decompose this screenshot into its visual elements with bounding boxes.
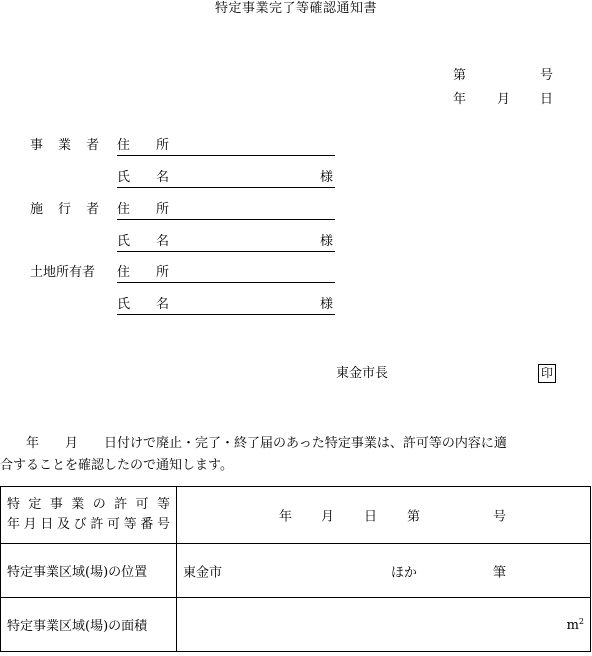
area-unit <box>567 616 584 632</box>
area-unit-sup: 2 <box>578 616 584 626</box>
area-value <box>177 598 591 652</box>
label-line-1: 特定事業の許可等 <box>7 497 170 512</box>
address-underline <box>117 155 335 156</box>
label-line-2: 年月日及び許可等番号 <box>7 517 170 532</box>
date-day: 日 <box>540 92 554 107</box>
table-row <box>1 487 591 544</box>
address-underline <box>117 219 335 220</box>
honorific: 様 <box>320 234 334 249</box>
table-row <box>1 598 591 652</box>
honorific: 様 <box>320 170 334 185</box>
area-label: 特定事業区域(場)の面積 <box>1 598 177 652</box>
permit-date-number-value <box>177 487 591 544</box>
row1-year: 年 <box>279 509 293 525</box>
notice-line-1: 年 月 日付けで廃止・完了・終了届のあった特定事業は、許可等の内容に適 <box>0 436 507 451</box>
permit-info-table <box>0 486 591 652</box>
permit-date-number-label <box>1 487 177 544</box>
ref-dai: 第 <box>453 68 467 83</box>
honorific: 様 <box>320 297 334 312</box>
party-role-jigyosha: 事 業 者 <box>30 138 101 153</box>
row1-go: 号 <box>493 509 507 525</box>
table-row <box>1 544 591 598</box>
name-underline <box>117 314 335 315</box>
area-unit-m: m <box>566 617 579 633</box>
name-underline <box>117 251 335 252</box>
address-label: 住 所 <box>117 138 170 153</box>
address-underline <box>117 282 335 283</box>
name-label: 氏 名 <box>117 297 170 312</box>
date-year: 年 <box>453 92 467 107</box>
date-month: 月 <box>497 92 511 107</box>
row1-month: 月 <box>321 509 335 525</box>
sender-title: 東金市長 <box>336 366 389 381</box>
location-value <box>177 544 591 598</box>
party-role-landowner: 土地所有者 <box>30 265 96 280</box>
seal-mark: 印 <box>538 364 556 383</box>
name-underline <box>117 187 335 188</box>
notice-body <box>0 433 592 477</box>
ref-go: 号 <box>540 68 554 83</box>
notice-line-2: 合することを確認したので通知します。 <box>0 458 233 473</box>
location-hoka: ほか <box>391 565 418 580</box>
document-title: 特定事業完了等確認通知書 <box>214 1 377 16</box>
location-city: 東金市 <box>183 565 223 580</box>
name-label: 氏 名 <box>117 234 170 249</box>
address-label: 住 所 <box>117 202 170 217</box>
row1-dai: 第 <box>407 509 421 525</box>
row1-day: 日 <box>364 509 378 525</box>
name-label: 氏 名 <box>117 170 170 185</box>
party-role-sekosha: 施 行 者 <box>30 202 101 217</box>
location-label: 特定事業区域(場)の位置 <box>1 544 177 598</box>
location-hitsu: 筆 <box>493 565 507 580</box>
address-label: 住 所 <box>117 265 170 280</box>
